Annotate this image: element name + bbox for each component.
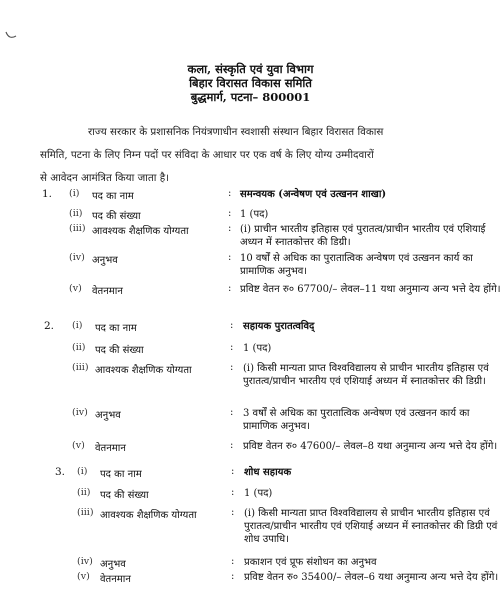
colon: : bbox=[230, 342, 234, 353]
intro-paragraph bbox=[40, 121, 480, 190]
field-label: पद की संख्या bbox=[100, 490, 149, 501]
organization-name: बिहार विरासत विकास समिति bbox=[189, 76, 312, 90]
field-roman: (iv) bbox=[69, 252, 85, 263]
post-count: 1 (पद) bbox=[244, 488, 273, 499]
post-title: समन्वयक (अन्वेषण एवं उत्खनन शाखा) bbox=[240, 189, 387, 200]
colon: : bbox=[231, 466, 235, 477]
field-roman: (iii) bbox=[77, 507, 94, 518]
field-label: पद का नाम bbox=[95, 323, 137, 334]
post-number: 3. bbox=[55, 466, 66, 478]
intro-line-3: से आवेदन आमंत्रित किया जाता है। bbox=[40, 172, 170, 184]
colon: : bbox=[228, 188, 232, 199]
field-roman: (ii) bbox=[72, 342, 86, 353]
field-roman: (v) bbox=[69, 283, 82, 294]
colon: : bbox=[228, 252, 232, 263]
experience: 10 वर्षों से अधिक का पुरातात्विक अन्वेषण एवं उत्खनन कार्य का प्रामाणिक अनुभव। bbox=[240, 253, 473, 277]
colon: : bbox=[230, 320, 234, 331]
colon: : bbox=[230, 440, 234, 451]
field-label: पद का नाम bbox=[100, 469, 142, 480]
field-label: पद की संख्या bbox=[95, 345, 144, 356]
field-label: अनुभव bbox=[92, 255, 118, 266]
field-label: वेतनमान bbox=[100, 574, 131, 585]
qualification: (i) किसी मान्यता प्राप्त विश्वविद्यालय से प्राचीन भारतीय इतिहास एवं पुरातत्व/प्राचीन भारतीय एवं एशियाई अध्यन में स्नातकोत्तर की डिग्री। bbox=[243, 363, 489, 387]
pay-scale: प्रविष्ट वेतन रु० 47600/– लेवल–8 यथा अनुमान्य अन्य भत्ते देय होंगे। bbox=[243, 441, 498, 452]
post-title: शोध सहायक bbox=[244, 467, 292, 478]
field-roman: (v) bbox=[77, 571, 90, 582]
post-number: 1. bbox=[42, 188, 53, 200]
experience: प्रकाशन एवं प्रूफ संशोधन का अनुभव bbox=[244, 557, 377, 568]
colon: : bbox=[228, 208, 232, 219]
field-label: अनुभव bbox=[95, 410, 121, 421]
field-roman: (iv) bbox=[77, 556, 93, 567]
department-name: कला, संस्कृति एवं युवा विभाग bbox=[187, 62, 314, 76]
intro-line-2: समिति, पटना के लिए निम्न पदों पर संविदा के आधार पर एक वर्ष के लिए योग्य उम्मीदवारों bbox=[40, 149, 374, 161]
organization-address: बुद्धमार्ग, पटना– 800001 bbox=[190, 90, 311, 104]
colon: : bbox=[231, 507, 235, 518]
post-count: 1 (पद) bbox=[240, 209, 269, 220]
field-label: वेतनमान bbox=[95, 443, 126, 454]
field-label: पद की संख्या bbox=[92, 211, 141, 222]
field-roman: (iii) bbox=[69, 223, 86, 234]
colon: : bbox=[230, 407, 234, 418]
field-label: वेतनमान bbox=[92, 286, 123, 297]
colon: : bbox=[228, 283, 232, 294]
field-label: आवश्यक शैक्षणिक योग्यता bbox=[100, 510, 197, 521]
pay-scale: प्रविष्ट वेतन रु० 67700/– लेवल–11 यथा अनुमान्य अन्य भत्ते देय होंगे। bbox=[240, 284, 501, 295]
qualification: (i) प्राचीन भारतीय इतिहास एवं पुरातत्व/प्राचीन भारतीय एवं एशियाई अध्यन में स्नातकोत्तर की डिग्री। bbox=[240, 224, 486, 248]
document-header bbox=[0, 62, 501, 104]
scan-mark bbox=[4, 28, 18, 42]
field-roman: (i) bbox=[72, 320, 83, 331]
field-label: अनुभव bbox=[100, 559, 126, 570]
field-roman: (iii) bbox=[72, 362, 89, 373]
colon: : bbox=[228, 223, 232, 234]
colon: : bbox=[231, 571, 235, 582]
qualification: (i) किसी मान्यता प्राप्त विश्वविद्यालय से प्राचीन भारतीय इतिहास एवं पुरातत्व/प्राचीन भारतीय एवं एशियाई अध्यन में स्नातकोत्तर की डिग्री एवं शोध उपाधि। bbox=[244, 508, 498, 545]
field-label: आवश्यक शैक्षणिक योग्यता bbox=[92, 226, 189, 237]
post-count: 1 (पद) bbox=[243, 343, 272, 354]
field-roman: (i) bbox=[69, 188, 80, 199]
post-title: सहायक पुरातत्वविद् bbox=[243, 321, 315, 332]
colon: : bbox=[231, 487, 235, 498]
field-label: आवश्यक शैक्षणिक योग्यता bbox=[95, 365, 192, 376]
pay-scale: प्रविष्ट वेतन रु० 35400/– लेवल–6 यथा अनुमान्य अन्य भत्ते देय होंगे। bbox=[244, 572, 499, 583]
field-roman: (ii) bbox=[77, 487, 91, 498]
field-label: पद का नाम bbox=[92, 191, 134, 202]
field-roman: (ii) bbox=[69, 208, 83, 219]
intro-line-1: राज्य सरकार के प्रशासनिक नियंत्रणाधीन स्वशासी संस्थान बिहार विरासत विकास bbox=[88, 126, 384, 138]
post-number: 2. bbox=[44, 320, 55, 332]
experience: 3 वर्षों से अधिक का पुरातात्विक अन्वेषण एवं उत्खनन कार्य का प्रामाणिक अनुभव। bbox=[243, 408, 470, 432]
colon: : bbox=[231, 556, 235, 567]
field-roman: (iv) bbox=[72, 407, 88, 418]
field-roman: (v) bbox=[72, 440, 85, 451]
field-roman: (i) bbox=[77, 466, 88, 477]
colon: : bbox=[230, 362, 234, 373]
